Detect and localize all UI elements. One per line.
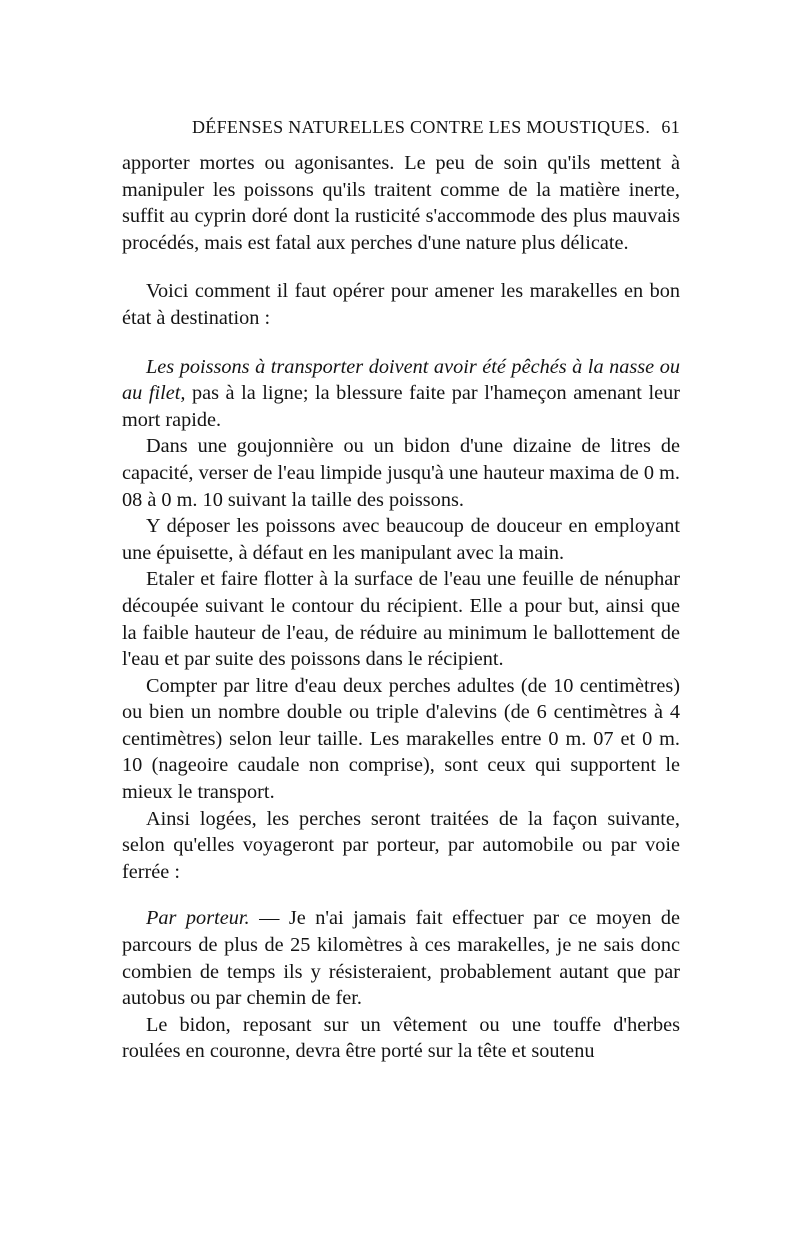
paragraph-6: Etaler et faire flotter à la surface de l'eau une feuille de nénuphar découpée suivant le contour du récipient. Elle a pour but, ainsi que la faible hauteur de l'eau, de réduire au minimum le ballottement de l'eau et par suite des poissons dans le récipient. [122, 568, 680, 671]
paragraph-3 [122, 354, 680, 434]
paragraph-8: Ainsi logées, les perches seront traitées de la façon suivante, selon qu'elles voyageront par porteur, par automobile ou par voie ferrée : [122, 807, 680, 883]
paragraph-9-italic: Par porteur. [146, 907, 250, 930]
running-title: DÉFENSES NATURELLES CONTRE LES MOUSTIQUES. [192, 117, 651, 137]
paragraph-9 [122, 905, 680, 1011]
page-number: 61 [661, 117, 680, 137]
body-text [122, 150, 680, 1065]
running-head [122, 117, 680, 141]
paragraph-10: Le bidon, reposant sur un vêtement ou une touffe d'herbes roulées en couronne, devra être porté sur la tête et soutenu [122, 1013, 680, 1063]
paragraph-7: Compter par litre d'eau deux perches adultes (de 10 centimètres) ou bien un nombre double ou triple d'alevins (de 6 centimètres à 4 centimètres) selon leur taille. Les marakelles entre 0 m. 07 et 0 m. 10 (nageoire caudale non comprise), sont ceux qui supportent le mieux le transport. [122, 674, 680, 804]
paragraph-5: Y déposer les poissons avec beaucoup de douceur en employant une épuisette, à défaut en les manipulant avec la main. [122, 515, 680, 564]
paragraph-2: Voici comment il faut opérer pour amener les marakelles en bon état à destination : [122, 280, 680, 329]
paragraph-3-text: pas à la ligne; la blessure faite par l'hameçon amenant leur mort rapide. [122, 382, 680, 431]
paragraph-4: Dans une goujonnière ou un bidon d'une dizaine de litres de capacité, verser de l'eau limpide jusqu'à une hauteur maxima de 0 m. 08 à 0 m. 10 suivant la taille des poissons. [122, 435, 680, 511]
paragraph-3-italic: Les poissons à transporter doivent avoir été pêchés à la nasse ou au filet, [122, 355, 680, 405]
paragraph-1: apporter mortes ou agonisantes. Le peu de soin qu'ils mettent à manipuler les poissons qu'ils traitent comme de la matière inerte, suffit au cyprin doré dont la rusticité s'accommode des plus mauvais procédés, mais est fatal aux perches d'une nature plus délicate. [122, 152, 680, 254]
paragraph-9-text: — Je n'ai jamais fait effectuer par ce moyen de parcours de plus de 25 kilomètres à ces marakelles, je ne sais donc combien de temps ils y résisteraient, probablement autant que par autobus ou par chemin de fer. [122, 907, 680, 1010]
